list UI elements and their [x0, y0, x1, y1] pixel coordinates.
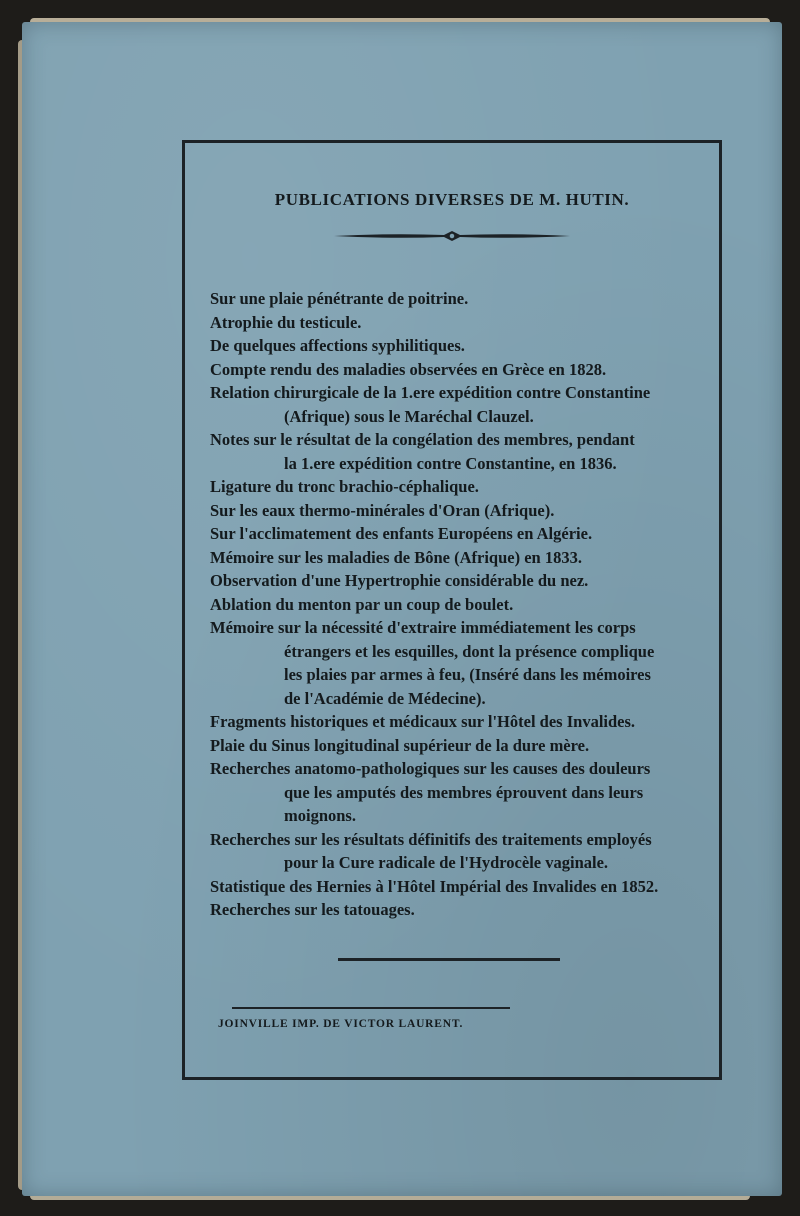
publication-entry — [210, 428, 705, 475]
publication-line: pour la Cure radicale de l'Hydrocèle vaginale. — [284, 853, 609, 872]
publication-entry — [210, 734, 705, 758]
publication-line: Sur une plaie pénétrante de poitrine. — [210, 289, 469, 308]
publication-entry — [210, 522, 705, 546]
publication-entry — [210, 499, 705, 523]
publication-entry — [210, 311, 705, 335]
publication-entry — [210, 828, 705, 875]
publication-line: Compte rendu des maladies observées en Grèce en 1828. — [210, 359, 607, 379]
publication-line: étrangers et les esquilles, dont la présence complique — [284, 641, 655, 661]
publication-entry — [210, 710, 705, 734]
publication-entry — [210, 757, 705, 828]
publication-line: De quelques affections syphilitiques. — [210, 336, 465, 355]
publication-line: Atrophie du testicule. — [210, 312, 362, 332]
publication-line: Sur les eaux thermo-minérales d'Oran (Afrique). — [210, 500, 555, 520]
publication-entry — [210, 569, 705, 593]
publication-entry — [210, 358, 705, 382]
publication-line: moignons. — [284, 806, 356, 825]
publication-entry — [210, 616, 705, 710]
publication-line: Observation d'une Hypertrophie considérable du nez. — [210, 571, 589, 590]
publication-line: Statistique des Hernies à l'Hôtel Impérial des Invalides en 1852. — [210, 876, 659, 896]
publication-line: Relation chirurgicale de la 1.ere expédition contre Constantine — [210, 383, 651, 402]
publication-entry — [210, 334, 705, 358]
publication-line: de l'Académie de Médecine). — [284, 688, 486, 708]
publication-line: Fragments historiques et médicaux sur l'Hôtel des Invalides. — [210, 712, 636, 731]
publication-line: la 1.ere expédition contre Constantine, en 1836. — [284, 453, 617, 473]
publication-line: Ablation du menton par un coup de boulet. — [210, 594, 514, 614]
publication-entry — [210, 475, 705, 499]
publication-entry — [210, 593, 705, 617]
publication-entry — [210, 287, 705, 311]
publication-line: les plaies par armes à feu, (Inséré dans les mémoires — [284, 665, 651, 684]
publication-line: Recherches sur les tatouages. — [210, 900, 415, 919]
divider-rule — [338, 958, 560, 961]
publication-line: que les amputés des membres éprouvent dans leurs — [284, 782, 644, 802]
publication-entry — [210, 381, 705, 428]
page-title: PUBLICATIONS DIVERSES DE M. HUTIN. — [274, 190, 630, 209]
publication-list — [210, 287, 705, 922]
publication-line: Ligature du tronc brachio-céphalique. — [210, 477, 479, 496]
publication-line: Mémoire sur la nécessité d'extraire immédiatement les corps — [210, 618, 636, 637]
printer-imprint: JOINVILLE IMP. DE VICTOR LAURENT. — [218, 1018, 464, 1030]
publication-line: (Afrique) sous le Maréchal Clauzel. — [284, 406, 534, 426]
publication-line: Mémoire sur les maladies de Bône (Afrique) en 1833. — [210, 547, 582, 567]
publication-line: Notes sur le résultat de la congélation des membres, pendant — [210, 430, 635, 449]
publication-entry — [210, 546, 705, 570]
publication-line: Sur l'acclimatement des enfants Européens en Algérie. — [210, 524, 593, 543]
publication-line: Plaie du Sinus longitudinal supérieur de la dure mère. — [210, 735, 590, 755]
publication-entry — [210, 898, 705, 922]
publication-entry — [210, 875, 705, 899]
publication-line: Recherches anatomo-pathologiques sur les causes des douleurs — [210, 759, 651, 778]
ornamental-rule — [332, 228, 572, 244]
publication-line: Recherches sur les résultats définitifs des traitements employés — [210, 829, 652, 849]
printer-rule — [232, 1007, 510, 1009]
